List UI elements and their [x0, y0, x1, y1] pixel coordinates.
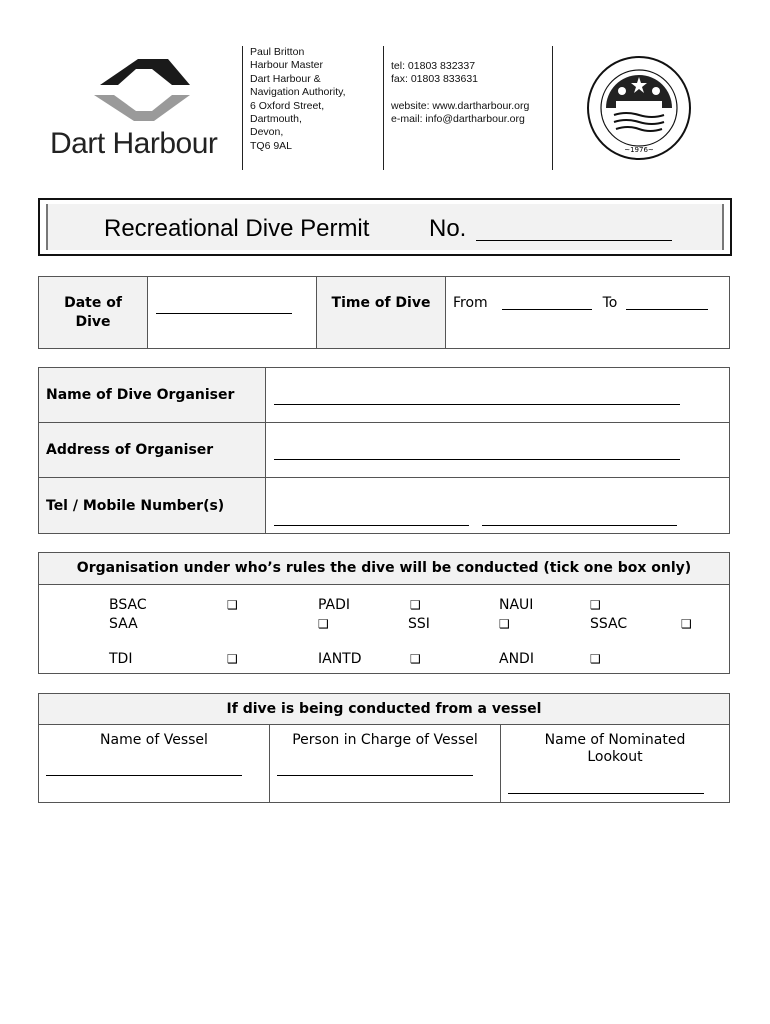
- address-line: TQ6 9AL: [250, 139, 293, 152]
- svg-text:~1976~: ~1976~: [624, 146, 654, 154]
- org-padi-label: PADI: [318, 597, 351, 613]
- date-field[interactable]: [156, 313, 292, 314]
- from-label: From: [453, 295, 488, 311]
- org-naui-label: NAUI: [499, 597, 534, 613]
- org-bsac-label: BSAC: [109, 597, 147, 613]
- organisation-box: [38, 552, 730, 674]
- contact-details: [391, 60, 529, 127]
- dive-date-time-table: [38, 276, 730, 349]
- fax-text: fax: 01803 833631: [391, 73, 478, 86]
- org-saa-checkbox[interactable]: ❑: [318, 617, 329, 631]
- tel-field-2[interactable]: [482, 524, 677, 526]
- person-in-charge-label: Person in Charge of Vessel: [292, 732, 478, 748]
- permit-number-label: No.: [429, 215, 467, 242]
- vessel-name-field[interactable]: [46, 775, 242, 776]
- time-label: Time of Dive: [331, 295, 431, 311]
- org-saa-label: SAA: [109, 616, 138, 632]
- lookout-cell: [501, 725, 730, 803]
- address-line: Paul Britton: [250, 46, 305, 58]
- lookout-field[interactable]: [508, 793, 704, 794]
- org-ssi-label: SSI: [408, 616, 430, 632]
- address-line: 6 Oxford Street,: [250, 99, 325, 112]
- time-label-cell: [317, 277, 446, 349]
- header-divider-3: [552, 46, 553, 170]
- org-tdi-label: TDI: [109, 651, 133, 667]
- person-in-charge-cell: [270, 725, 501, 803]
- authority-seal: [586, 55, 692, 161]
- organiser-address-field[interactable]: [274, 459, 680, 460]
- org-ssi-checkbox[interactable]: ❑: [499, 617, 510, 631]
- organiser-name-label-cell: [39, 368, 266, 423]
- organiser-name-label: Name of Dive Organiser: [46, 387, 235, 403]
- lookout-label: Name of Nominated Lookout: [544, 732, 686, 765]
- address-line: Devon,: [250, 126, 284, 139]
- tel-text: tel: 01803 832337: [391, 60, 476, 72]
- dart-harbour-logo-icon: [50, 55, 235, 135]
- vessel-header: If dive is being conducted from a vessel: [39, 694, 730, 725]
- organiser-name-cell: [266, 368, 730, 423]
- organisation-header: Organisation under who’s rules the dive will be conducted (tick one box only): [39, 553, 729, 585]
- organiser-tel-cell: [266, 478, 730, 534]
- org-tdi-checkbox[interactable]: ❑: [227, 652, 238, 666]
- person-in-charge-field[interactable]: [277, 775, 473, 776]
- time-value-cell: [446, 277, 730, 349]
- email-link[interactable]: e-mail: info@dartharbour.org: [391, 113, 525, 126]
- address-line: Navigation Authority,: [250, 86, 346, 99]
- logo-text: Dart Harbour: [50, 127, 218, 160]
- title-inner: [46, 204, 724, 250]
- organiser-table: [38, 367, 730, 534]
- header-divider-2: [383, 46, 384, 170]
- organiser-address-label: Address of Organiser: [46, 442, 214, 458]
- org-naui-checkbox[interactable]: ❑: [590, 598, 601, 612]
- org-ssac-checkbox[interactable]: ❑: [681, 617, 692, 631]
- address-line: Harbour Master: [250, 59, 323, 72]
- seal-icon: [586, 55, 692, 161]
- permit-number-field[interactable]: [476, 240, 672, 241]
- organiser-address-label-cell: [39, 423, 266, 478]
- org-andi-checkbox[interactable]: ❑: [590, 652, 601, 666]
- header-divider-1: [242, 46, 243, 170]
- vessel-name-cell: [39, 725, 270, 803]
- org-padi-checkbox[interactable]: ❑: [410, 598, 421, 612]
- logo: [50, 55, 235, 165]
- organiser-address-cell: [266, 423, 730, 478]
- tel-field-1[interactable]: [274, 524, 469, 526]
- organiser-name-field[interactable]: [274, 404, 680, 405]
- address-line: Dartmouth,: [250, 113, 302, 126]
- date-label-cell: [39, 277, 148, 349]
- permit-title-box: [38, 198, 732, 256]
- vessel-table: [38, 693, 730, 803]
- to-field[interactable]: [626, 308, 708, 310]
- from-field[interactable]: [502, 308, 592, 310]
- address-line: Dart Harbour &: [250, 72, 321, 85]
- vessel-name-label: Name of Vessel: [100, 732, 208, 748]
- org-iantd-label: IANTD: [318, 651, 362, 667]
- org-bsac-checkbox[interactable]: ❑: [227, 598, 238, 612]
- org-ssac-label: SSAC: [590, 616, 628, 632]
- harbour-address: [250, 46, 346, 153]
- website-link[interactable]: website: www.dartharbour.org: [391, 99, 530, 112]
- org-iantd-checkbox[interactable]: ❑: [410, 652, 421, 666]
- date-value-cell: [148, 277, 317, 349]
- permit-title: Recreational Dive Permit: [104, 215, 370, 242]
- organiser-tel-label: Tel / Mobile Number(s): [46, 497, 225, 514]
- org-andi-label: ANDI: [499, 651, 534, 667]
- to-label: To: [602, 295, 618, 311]
- date-label: Date of Dive: [64, 294, 122, 330]
- organiser-tel-label-cell: [39, 478, 266, 534]
